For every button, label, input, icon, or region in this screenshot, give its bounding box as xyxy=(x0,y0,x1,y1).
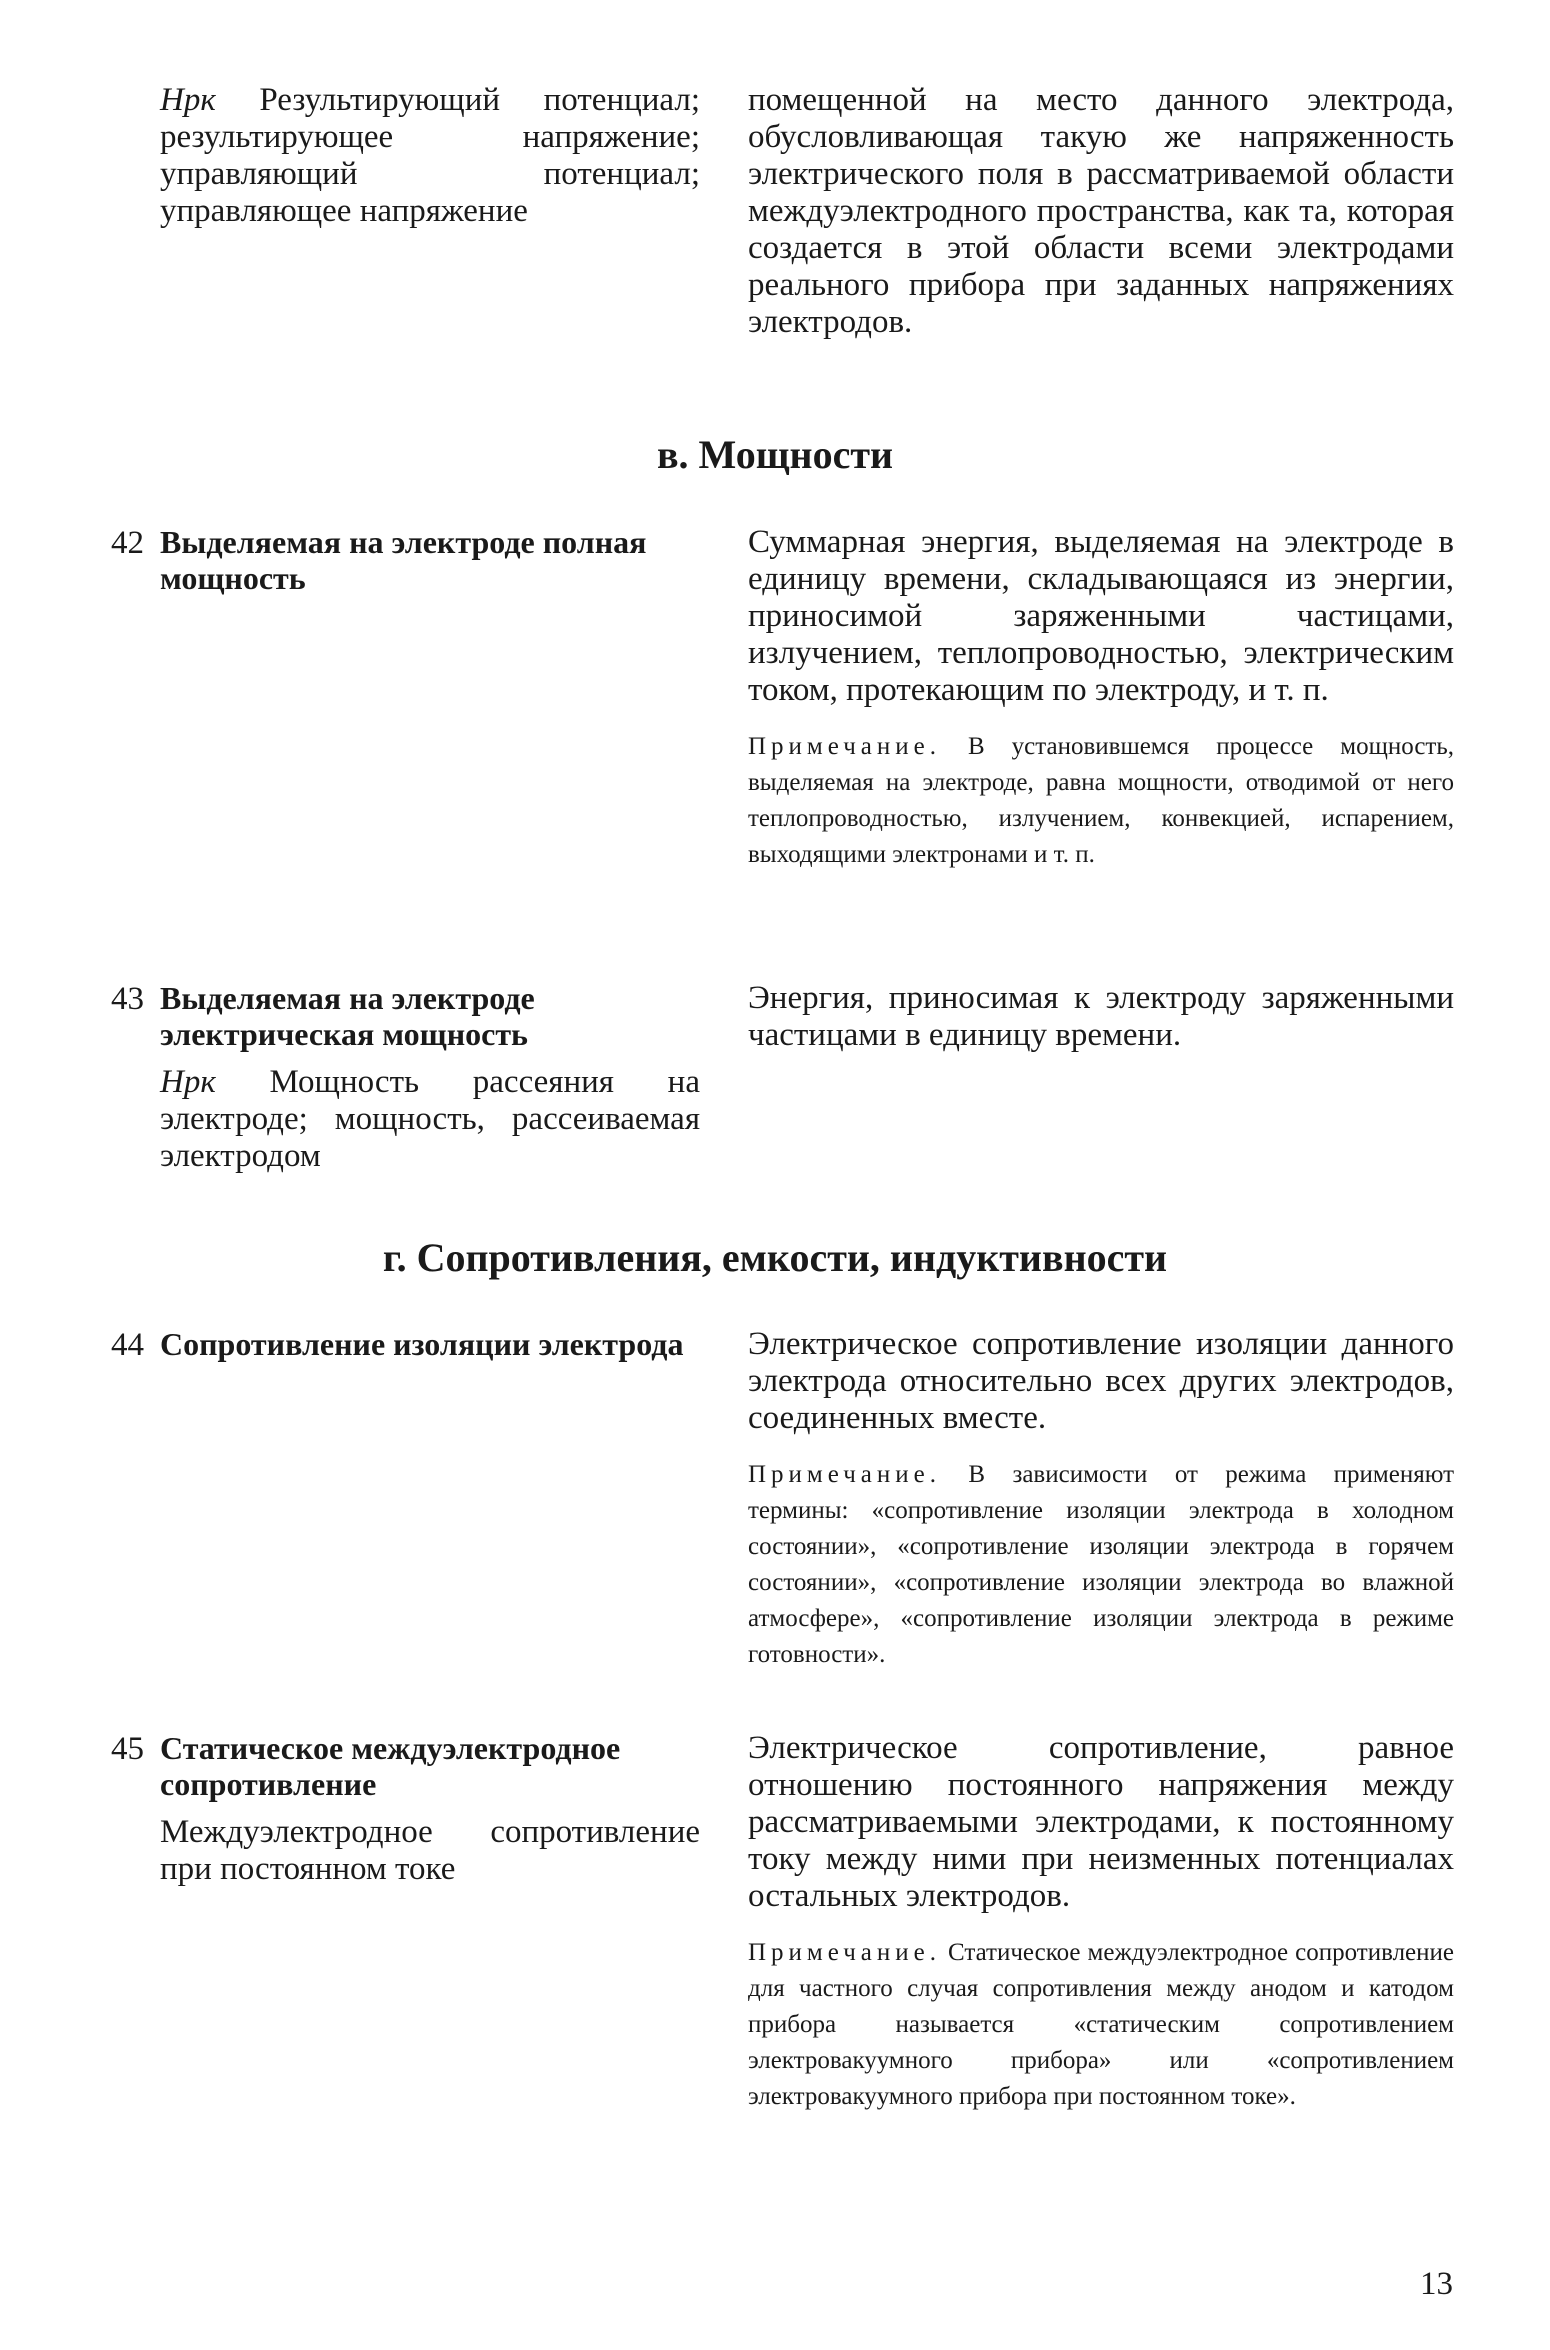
note xyxy=(748,1935,1454,2115)
synonym-text: Мощность рассеяния на электроде; мощность, рассеиваемая электродом xyxy=(160,1064,700,1174)
section-heading-resistances: г. Сопротивления, емкости, индуктивности xyxy=(382,1235,1168,1280)
definition-text: Суммарная энергия, выделяемая на электроде в единицу времени, складывающаяся из энергии, приносимой заряженными частицами, излучением, теплопроводностью, электрическим током, протекающим по электроду, и т. п. xyxy=(748,524,1454,708)
section-heading-powers: в. Мощности xyxy=(656,432,894,477)
definition-block xyxy=(748,1326,1454,1673)
term-number: 43 xyxy=(111,981,144,1017)
definition-text: Электрическое сопротивление, равное отношению постоянного напряжения между рассматриваемыми электродами, к постоянному току между ними при неизменных потенциалах остальных электродов. xyxy=(748,1730,1454,1914)
synonym-text: Междуэлектродное сопротивление при постоянном токе xyxy=(160,1814,700,1887)
note xyxy=(748,729,1454,873)
note-text: В зависимости от режима применяют термины: «сопротивление изоляции электрода в холодном состоянии», «сопротивление изоляции электрода в горячем состоянии», «сопротивление изоляции электрода во влажной атмосфере», «сопротивление изоляции электрода в режиме готовности». xyxy=(748,1461,1454,1668)
definition-text: Энергия, приносимая к электроду заряженными частицами в единицу времени. xyxy=(748,980,1454,1053)
synonym-tag: Нрк xyxy=(160,82,216,118)
definition-text: Электрическое сопротивление изоляции данного электрода относительно всех других электродов, соединенных вместе. xyxy=(748,1326,1454,1436)
note-label: Примечание. xyxy=(748,1461,942,1488)
definition-block xyxy=(748,1730,1454,2115)
term-number: 44 xyxy=(111,1327,144,1363)
synonym-text: Результирующий потенциал; результирующее напряжение; управляющий потенциал; управляющее напряжение xyxy=(160,82,700,229)
term-title: Статическое междуэлектродное сопротивление xyxy=(160,1730,621,1802)
term-title: Выделяемая на электроде электрическая мощность xyxy=(160,980,535,1052)
synonym-tag: Нрк xyxy=(160,1064,216,1100)
note-text: Статическое междуэлектродное сопротивление для частного случая сопротивления между анодом и катодом прибора называется «статическим сопротивлением электровакуумного прибора» или «сопротивлением электровакуумного прибора при постоянном токе». xyxy=(748,1939,1454,2110)
term-title: Выделяемая на электроде полная мощность xyxy=(160,524,647,596)
term-title: Сопротивление изоляции электрода xyxy=(160,1326,684,1362)
synonym-block xyxy=(160,1064,700,1175)
term-block xyxy=(160,1730,700,1888)
note-label: Примечание. xyxy=(748,1939,942,1966)
page-number: 13 xyxy=(1420,2266,1453,2302)
note-label: Примечание. xyxy=(748,733,942,760)
synonym-block xyxy=(160,82,700,230)
note xyxy=(748,1457,1454,1673)
term-number: 42 xyxy=(111,525,144,561)
term-number: 45 xyxy=(111,1731,144,1767)
note-text: В установившемся процессе мощность, выделяемая на электроде, равна мощности, отводимой от него теплопроводностью, излучением, конвекцией, испарением, выходящими электронами и т. п. xyxy=(748,733,1454,868)
definition-text: помещенной на место данного электрода, обусловливающая такую же напряженность электрического поля в рассматриваемой области междуэлектродного пространства, как та, которая создается в этой области всеми электродами реального прибора при заданных напряжениях электродов. xyxy=(748,82,1454,340)
term-block xyxy=(160,980,700,1175)
definition-block xyxy=(748,524,1454,873)
